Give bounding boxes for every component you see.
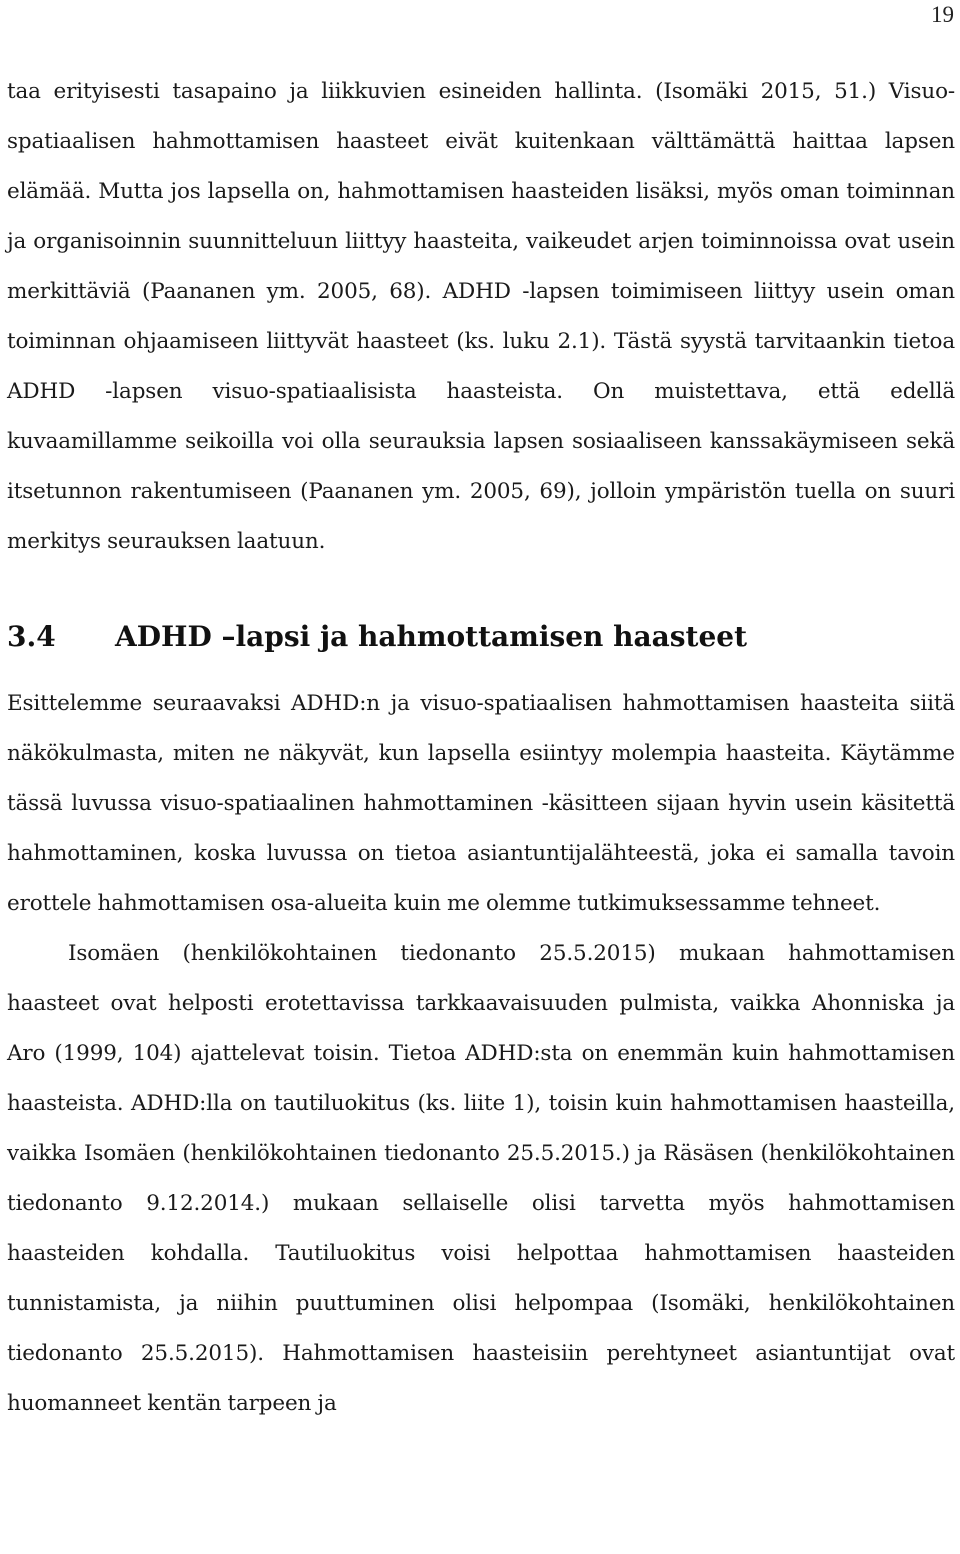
body-paragraph: Isomäen (henkilökohtainen tiedonanto 25.5.2015) mukaan hahmottamisen haasteet ovat helposti erotettavissa tarkkaavaisuuden pulmista, vaikka Ahonniska ja Aro (1999, 104) ajattelevat toisin. Tietoa ADHD:sta on enemmän kuin hahmottamisen haasteista. ADHD:lla on tautiluokitus (ks. liite 1), toisin kuin hahmottamisen haasteilla, vaikka Isomäen (henkilökohtainen tiedonanto 25.5.2015.) ja Räsäsen (henkilökohtainen tiedonanto 9.12.2014.) mukaan sellaiselle olisi tarvetta myös hahmottamisen haasteiden kohdalla. Tautiluokitus voisi helpottaa hahmottamisen haasteiden tunnistamista, ja niihin puuttuminen olisi helpompaa (Isomäki, henkilökohtainen tiedonanto 25.5.2015). Hahmottamisen haasteisiin perehtyneet asiantuntijat ovat huomanneet kentän tarpeen ja — [7, 941, 955, 1416]
page-number: 19 — [931, 2, 954, 27]
section-title: ADHD –lapsi ja hahmottamisen haasteet — [115, 620, 748, 653]
section-heading — [7, 619, 955, 655]
body-paragraph: Esittelemme seuraavaksi ADHD:n ja visuo-spatiaalisen hahmottamisen haasteita siitä näkökulmasta, miten ne näkyvät, kun lapsella esiintyy molempia haasteita. Käytämme tässä luvussa visuo-spatiaalinen hahmottaminen -käsitteen sijaan hyvin usein käsitettä hahmottaminen, koska luvussa on tietoa asiantuntijalähteestä, joka ei samalla tavoin erottele hahmottamisen osa-alueita kuin me olemme tutkimuksessamme tehneet. — [7, 691, 955, 916]
section-number: 3.4 — [7, 620, 56, 653]
body-paragraph: taa erityisesti tasapaino ja liikkuvien esineiden hallinta. (Isomäki 2015, 51.) Visuo-spatiaalisen hahmottamisen haasteet eivät kuitenkaan välttämättä haittaa lapsen elämää. Mutta jos lapsella on, hahmottamisen haasteiden lisäksi, myös oman toiminnan ja organisoinnin suunnitteluun liittyy haasteita, vaikeudet arjen toiminnoissa ovat usein merkittäviä (Paananen ym. 2005, 68). ADHD -lapsen toimimiseen liittyy usein oman toiminnan ohjaamiseen liittyvät haasteet (ks. luku 2.1). Tästä syystä tarvitaankin tietoa ADHD -lapsen visuo-spatiaalisista haasteista. On muistettava, että edellä kuvaamillamme seikoilla voi olla seurauksia lapsen sosiaaliseen kanssakäymiseen sekä itsetunnon rakentumiseen (Paananen ym. 2005, 69), jolloin ympäristön tuella on suuri merkitys seurauksen laatuun. — [7, 79, 955, 554]
document-body — [7, 67, 955, 1429]
